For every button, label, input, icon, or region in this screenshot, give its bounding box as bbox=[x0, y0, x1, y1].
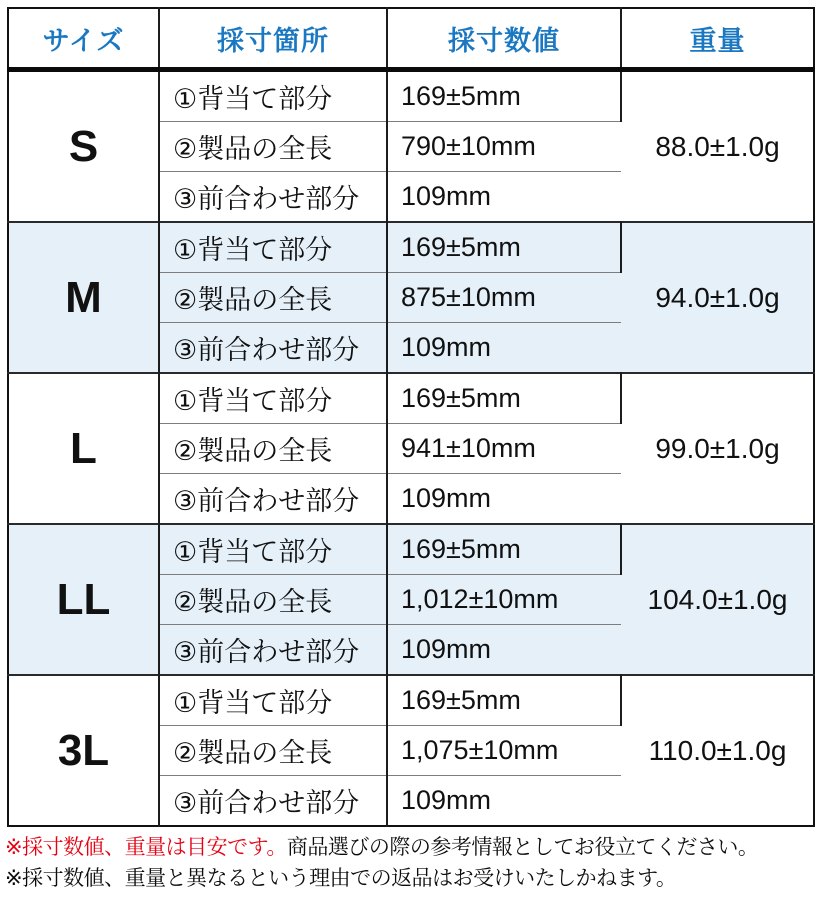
footnote-red-text: ※採寸数値、重量は目安です。 bbox=[5, 836, 287, 859]
measurement-value: 109mm bbox=[387, 625, 621, 676]
measurement-value: 109mm bbox=[387, 474, 621, 525]
measurement-place: ①背当て部分 bbox=[159, 373, 387, 424]
weight-value: 99.0±1.0g bbox=[621, 373, 814, 524]
measurement-place: ②製品の全長 bbox=[159, 122, 387, 172]
weight-value: 94.0±1.0g bbox=[621, 222, 814, 373]
measurement-place: ①背当て部分 bbox=[159, 222, 387, 273]
size-label-ll: LL bbox=[8, 524, 159, 675]
header-weight: 重量 bbox=[621, 8, 814, 70]
table-header-row bbox=[8, 8, 814, 70]
weight-value: 104.0±1.0g bbox=[621, 524, 814, 675]
measurement-value: 109mm bbox=[387, 172, 621, 223]
measurement-place: ③前合わせ部分 bbox=[159, 776, 387, 827]
header-measure-place: 採寸箇所 bbox=[159, 8, 387, 70]
weight-value: 88.0±1.0g bbox=[621, 70, 814, 223]
size-label-3l: 3L bbox=[8, 675, 159, 826]
size-spec-table bbox=[7, 7, 815, 827]
table-row bbox=[8, 524, 814, 575]
header-measure-value: 採寸数値 bbox=[387, 8, 621, 70]
measurement-value: 169±5mm bbox=[387, 222, 621, 273]
measurement-value: 169±5mm bbox=[387, 70, 621, 122]
measurement-place: ①背当て部分 bbox=[159, 675, 387, 726]
measurement-place: ②製品の全長 bbox=[159, 424, 387, 474]
size-label-s: S bbox=[8, 70, 159, 223]
footnote-black-text: 商品選びの際の参考情報としてお役立てください。 bbox=[286, 836, 759, 859]
header-size: サイズ bbox=[8, 8, 159, 70]
measurement-value: 169±5mm bbox=[387, 675, 621, 726]
footnote-line-2: ※採寸数値、重量と異なるという理由での返品はお受けいたしかねます。 bbox=[5, 867, 677, 890]
measurement-place: ③前合わせ部分 bbox=[159, 323, 387, 374]
measurement-place: ②製品の全長 bbox=[159, 273, 387, 323]
size-label-l: L bbox=[8, 373, 159, 524]
footnote-line-1 bbox=[5, 832, 820, 863]
measurement-place: ③前合わせ部分 bbox=[159, 172, 387, 223]
footnotes bbox=[5, 832, 820, 894]
measurement-place: ②製品の全長 bbox=[159, 575, 387, 625]
measurement-place: ③前合わせ部分 bbox=[159, 625, 387, 676]
measurement-value: 1,075±10mm bbox=[387, 726, 621, 776]
measurement-value: 1,012±10mm bbox=[387, 575, 621, 625]
measurement-place: ③前合わせ部分 bbox=[159, 474, 387, 525]
measurement-value: 941±10mm bbox=[387, 424, 621, 474]
measurement-value: 109mm bbox=[387, 323, 621, 374]
table-row bbox=[8, 70, 814, 122]
measurement-place: ①背当て部分 bbox=[159, 70, 387, 122]
measurement-value: 109mm bbox=[387, 776, 621, 827]
table-row bbox=[8, 222, 814, 273]
measurement-place: ①背当て部分 bbox=[159, 524, 387, 575]
measurement-value: 169±5mm bbox=[387, 524, 621, 575]
table-row bbox=[8, 675, 814, 726]
measurement-value: 169±5mm bbox=[387, 373, 621, 424]
weight-value: 110.0±1.0g bbox=[621, 675, 814, 826]
size-label-m: M bbox=[8, 222, 159, 373]
measurement-value: 875±10mm bbox=[387, 273, 621, 323]
measurement-place: ②製品の全長 bbox=[159, 726, 387, 776]
measurement-value: 790±10mm bbox=[387, 122, 621, 172]
table-row bbox=[8, 373, 814, 424]
